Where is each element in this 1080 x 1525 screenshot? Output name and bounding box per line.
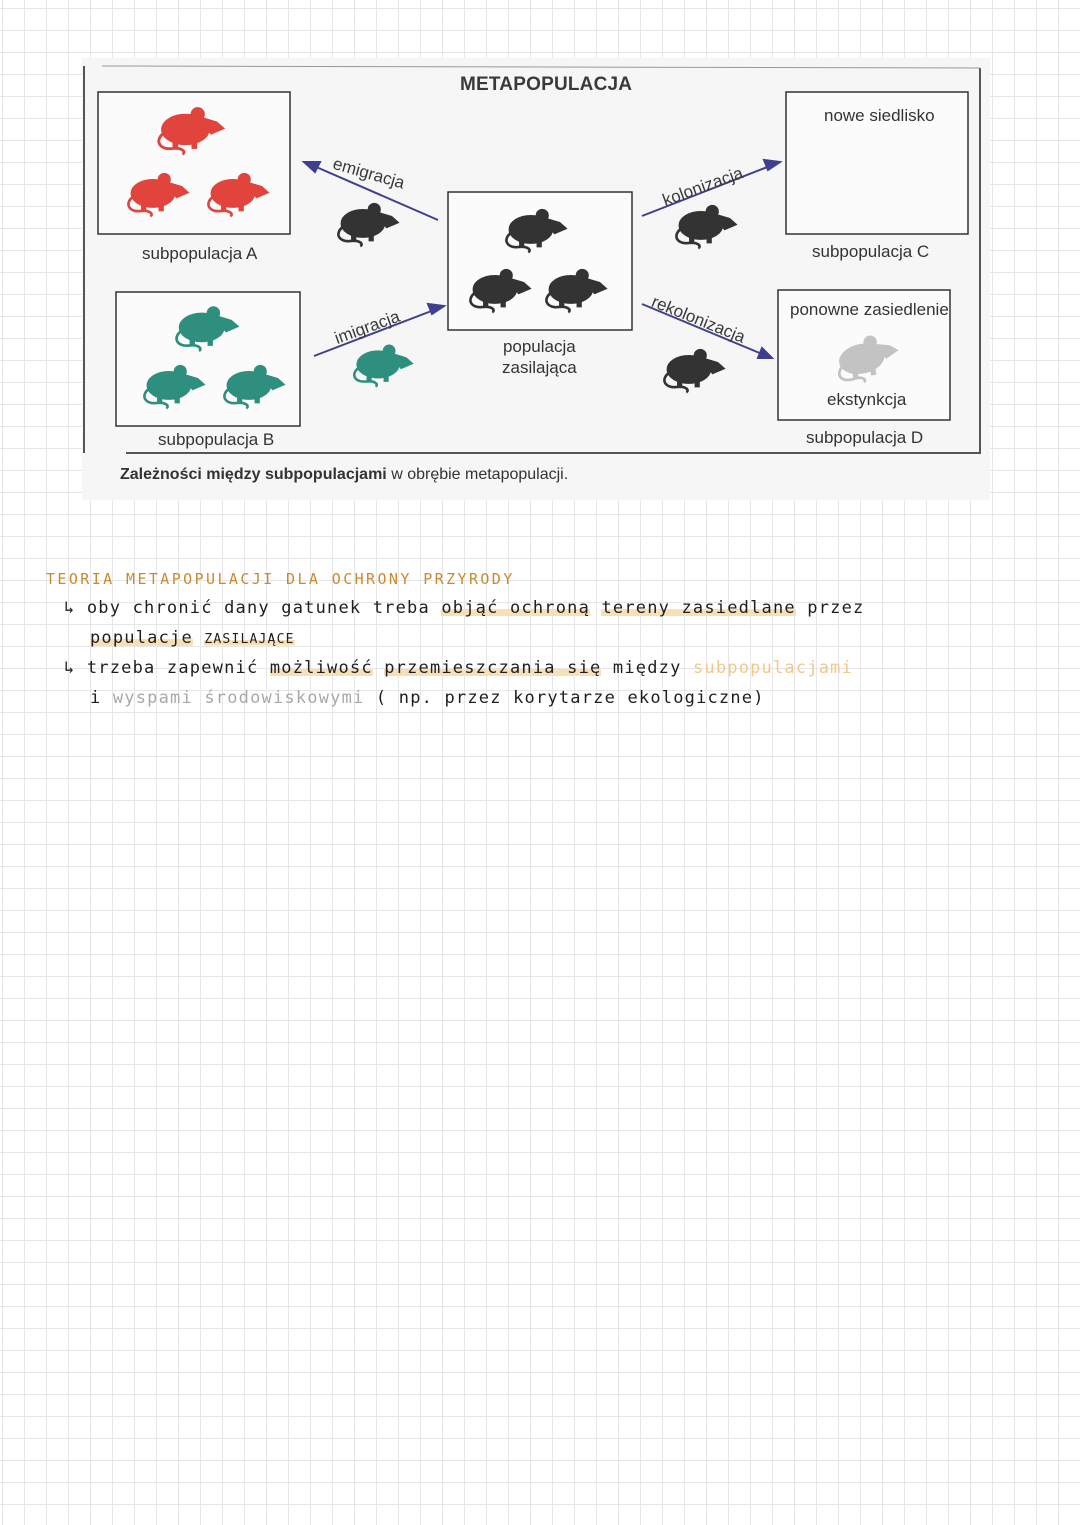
label-subpop-b: subpopulacja B [158,430,275,449]
bullet-2-text-a: trzeba zapewnić [86,658,259,678]
bullet-2-grey-text: wyspami środowiskowymi [112,688,365,708]
bullet-1-text-c: populacje [90,628,193,648]
label-subpop-c: subpopulacja C [812,242,930,261]
bullet-1-highlight-b: tereny zasiedlane [601,598,796,618]
bullet-2-highlight-a: możliwość [269,658,373,678]
source-line-1: populacja [502,337,576,356]
label-new-habitat: nowe siedlisko [824,106,935,125]
bullet-2-yellow-text: subpopulacjami [692,658,854,678]
notes-heading: TEORIA METAPOPULACJI DLA OCHRONY PRZYRODY [46,570,515,588]
bullet-1-line-1 [64,598,864,618]
figure-title: METAPOPULACJA [460,74,633,95]
label-emigration: emigracja [330,154,407,193]
label-recolonization: rekolonizacja [648,292,749,347]
label-resettlement: ponowne zasiedlenie [790,300,949,319]
bullet-2-text-b: między [612,658,682,678]
bullet-1-caps: ZASILAJĄCE [204,632,295,647]
bullet-2-line-1 [64,658,853,678]
bullet-2-highlight-b: przemieszczania się [384,658,602,678]
label-immigration: imigracja [332,306,403,348]
bullet-1-highlight-a: objąć ochroną [441,598,591,618]
bullet-2-line-2 [90,688,765,708]
source-line-2: zasilająca [502,358,577,377]
bullet-arrow-icon: ↳ [64,598,76,618]
label-subpop-d: subpopulacja D [806,428,924,447]
bullet-1-text-b: przez [807,598,865,618]
bullet-1-line-2 [90,628,295,648]
bullet-arrow-icon: ↳ [64,658,76,678]
label-extinction: ekstynkcja [827,390,907,409]
caption-rest: w obrębie metapopulacji. [391,466,569,483]
label-subpop-a: subpopulacja A [142,244,258,263]
caption-bold: Zależności między subpopulacjami [120,466,387,483]
bullet-2-text-d: ( np. przez korytarze ekologiczne) [375,688,765,708]
bullet-2-text-c: i [90,688,102,708]
bullet-1-text-a: oby chronić dany gatunek treba [86,598,430,618]
label-colonization: kolonizacja [660,163,746,210]
